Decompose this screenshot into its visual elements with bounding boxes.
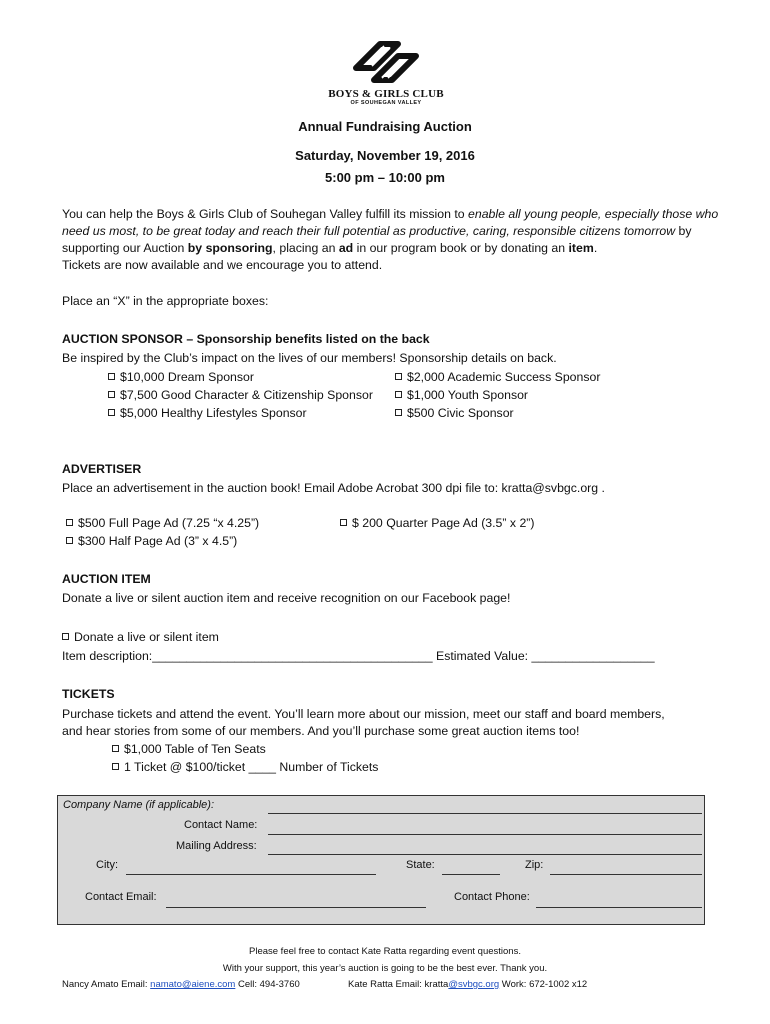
checkbox-icon[interactable] <box>340 519 347 526</box>
logo-org-name: BOYS & GIRLS CLUB <box>328 88 444 100</box>
logo-hands-icon <box>350 38 422 86</box>
footer-nancy-contact: Nancy Amato Email: namato@aiene.com Cell: 494-3760 <box>62 979 300 990</box>
checkbox-icon[interactable] <box>62 633 69 640</box>
checkbox-icon[interactable] <box>66 537 73 544</box>
city-label: City: <box>96 859 118 871</box>
event-title: Annual Fundraising Auction <box>298 119 472 134</box>
checkbox-icon[interactable] <box>112 745 119 752</box>
checkbox-icon[interactable] <box>108 409 115 416</box>
donate-item-option[interactable]: Donate a live or silent item <box>62 630 219 644</box>
contact-email-label: Contact Email: <box>85 891 157 903</box>
mailing-address-field[interactable] <box>268 854 702 855</box>
sponsor-description: Be inspired by the Club’s impact on the lives of our members! Sponsorship details on back. <box>62 351 557 365</box>
ad-option[interactable]: $500 Full Page Ad (7.25 “x 4.25”) <box>66 516 259 530</box>
checkbox-icon[interactable] <box>395 391 402 398</box>
checkbox-icon[interactable] <box>108 391 115 398</box>
sponsor-option[interactable]: $1,000 Youth Sponsor <box>395 388 528 402</box>
sponsor-option[interactable]: $2,000 Academic Success Sponsor <box>395 370 600 384</box>
ad-option[interactable]: $300 Half Page Ad (3” x 4.5”) <box>66 534 237 548</box>
instruction-text: Place an “X” in the appropriate boxes: <box>62 294 269 308</box>
advertiser-heading: ADVERTISER <box>62 462 142 476</box>
ad-option[interactable]: $ 200 Quarter Page Ad (3.5” x 2”) <box>340 516 535 530</box>
item-description-line[interactable]: Item description:_________________________________________ Estimated Value: __________________ <box>62 649 655 663</box>
nancy-email-link[interactable]: namato@aiene.com <box>150 979 236 990</box>
sponsor-heading: AUCTION SPONSOR – Sponsorship benefits listed on the back <box>62 332 430 346</box>
checkbox-icon[interactable] <box>112 763 119 770</box>
contact-form <box>57 795 705 925</box>
auction-item-description: Donate a live or silent auction item and receive recognition on our Facebook page! <box>62 591 511 605</box>
logo <box>328 38 444 108</box>
auction-item-heading: AUCTION ITEM <box>62 572 151 586</box>
contact-name-label: Contact Name: <box>184 819 258 831</box>
contact-name-field[interactable] <box>268 834 702 835</box>
sponsor-option[interactable]: $500 Civic Sponsor <box>395 406 514 420</box>
checkbox-icon[interactable] <box>108 373 115 380</box>
advertiser-description: Place an advertisement in the auction book! Email Adobe Acrobat 300 dpi file to: kratta@svbgc.org . <box>62 481 605 495</box>
tickets-heading: TICKETS <box>62 687 115 701</box>
city-field[interactable] <box>126 874 376 875</box>
footer-thanks: With your support, this year’s auction is going to be the best ever. Thank you. <box>222 963 548 974</box>
checkbox-icon[interactable] <box>395 409 402 416</box>
mailing-address-label: Mailing Address: <box>176 840 257 852</box>
contact-email-field[interactable] <box>166 907 426 908</box>
contact-phone-field[interactable] <box>536 907 702 908</box>
sponsor-option[interactable]: $7,500 Good Character & Citizenship Sponsor <box>108 388 373 402</box>
sponsor-option[interactable]: $5,000 Healthy Lifestyles Sponsor <box>108 406 307 420</box>
zip-label: Zip: <box>525 859 544 871</box>
event-time: 5:00 pm – 10:00 pm <box>325 170 445 185</box>
tickets-description: Purchase tickets and attend the event. You’ll learn more about our mission, meet our staff and board members, <box>62 707 665 721</box>
ticket-option[interactable]: 1 Ticket @ $100/ticket ____ Number of Tickets <box>112 760 378 774</box>
footer-kate-contact: Kate Ratta Email: kratta@svbgc.org Work: 672-1002 x12 <box>348 979 588 990</box>
ticket-option[interactable]: $1,000 Table of Ten Seats <box>112 742 266 756</box>
zip-field[interactable] <box>550 874 702 875</box>
tickets-description: and hear stories from some of our members. And you’ll purchase some great auction items too! <box>62 724 580 738</box>
kate-email-link[interactable]: @svbgc.org <box>448 979 500 990</box>
footer-contact-note: Please feel free to contact Kate Ratta regarding event questions. <box>249 946 521 957</box>
checkbox-icon[interactable] <box>66 519 73 526</box>
contact-phone-label: Contact Phone: <box>454 891 530 903</box>
state-label: State: <box>406 859 435 871</box>
company-name-label: Company Name (if applicable): <box>63 799 215 811</box>
sponsor-option[interactable]: $10,000 Dream Sponsor <box>108 370 254 384</box>
intro-paragraph: You can help the Boys & Girls Club of Souhegan Valley fulfill its mission to enable all young people, especially those who need us most, to be great today and reach their full potential as productive, caring, responsible citizens tomorrow by supporting our Auction by sponsoring, placing an ad in our program book or by donating an item. Tickets are now available and we encourage you to attend. <box>62 207 719 272</box>
logo-org-sub: OF SOUHEGAN VALLEY <box>350 100 422 106</box>
state-field[interactable] <box>442 874 500 875</box>
checkbox-icon[interactable] <box>395 373 402 380</box>
event-date: Saturday, November 19, 2016 <box>295 148 475 163</box>
company-name-field[interactable] <box>268 813 702 814</box>
